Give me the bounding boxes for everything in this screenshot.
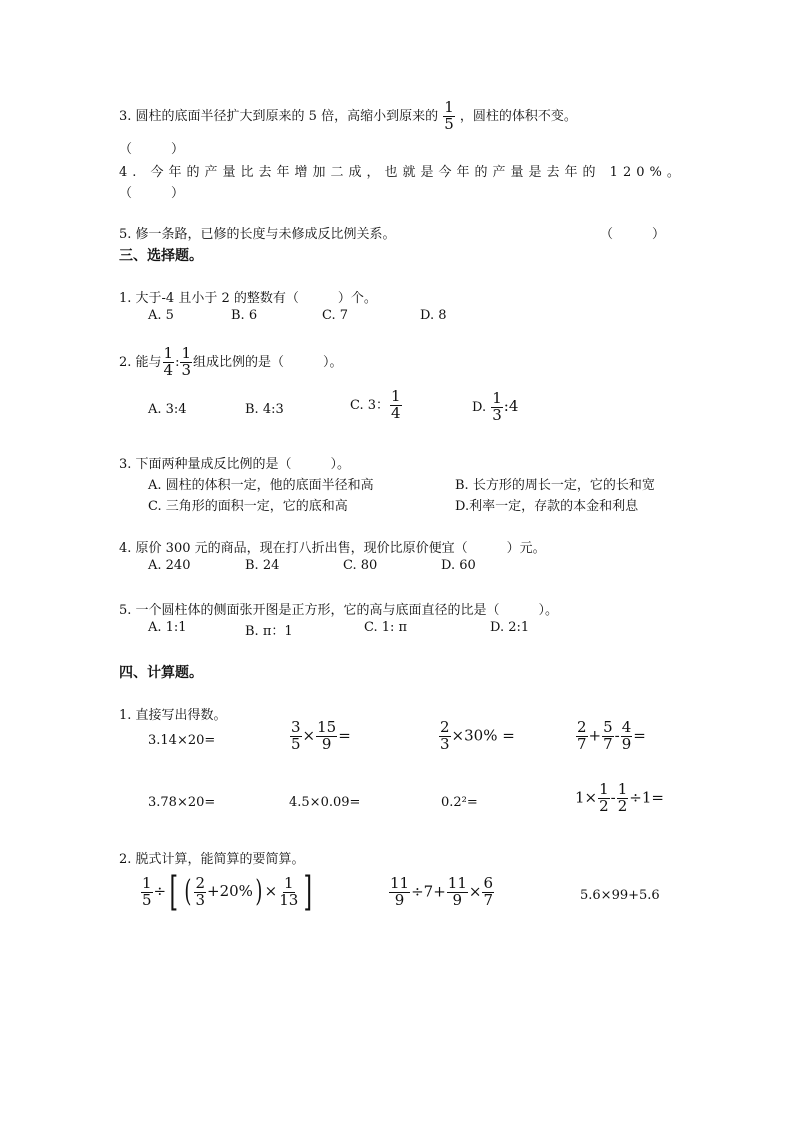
fraction: $\frac{5}{7}$ (603, 718, 613, 753)
fraction: $\frac{11}{9}$ (447, 874, 467, 909)
choice-q4-option-b[interactable]: B. 24 (245, 558, 280, 573)
calc-q1-stem: 1. 直接写出得数。 (119, 708, 227, 723)
judge-q3-text-a: 3. 圆柱的底面半径扩大到原来的 5 倍，高缩小到原来的 (119, 108, 439, 124)
choice-q5-option-d[interactable]: D. 2:1 (490, 620, 530, 635)
judge-q5-text: 5. 修一条路，已修的长度与未修成反比例关系。 (119, 227, 396, 242)
choice-q4-option-d[interactable]: D. 60 (441, 558, 476, 573)
right-paren-icon: ) (255, 874, 263, 909)
choice-q3-option-d[interactable]: D.利率一定，存款的本金和利息 (455, 499, 639, 514)
fraction: $\frac{1}{2}$ (599, 780, 609, 815)
fraction: $\frac{1}{13}$ (279, 873, 299, 909)
judge-q3-text-b: ，圆柱的体积不变。 (459, 108, 577, 124)
fraction: $\frac{1}{3}$ (492, 389, 502, 424)
calc-q2-expr-1: $\frac{1}{5}$ ÷[ ( $\frac{2}{3}$ +20%) × $\frac{1}{13}$ ] (142, 869, 313, 915)
calc-q2-expr-2: $\frac{11}{9}$ ÷7+ $\frac{11}{9}$ × $\frac{6}{7}$ (390, 874, 493, 909)
choice-q5-option-a[interactable]: A. 1:1 (148, 620, 187, 635)
choice-q2-stem: 2. 能与 $\frac{1}{4}$ : $\frac{1}{3}$ 组成比例的是（ ）。 (119, 344, 343, 379)
choice-q3-option-b[interactable]: B. 长方形的周长一定，它的长和宽 (455, 478, 655, 493)
choice-q4-stem: 4. 原价 300 元的商品，现在打八折出售，现价比原价便宜（ ）元。 (119, 541, 546, 556)
choice-q2-option-c[interactable]: C. 3： $\frac{1}{4}$ (350, 387, 401, 422)
fraction: $\frac{11}{9}$ (390, 874, 410, 909)
fraction: $\frac{1}{5}$ (142, 873, 152, 909)
fraction: $\frac{1}{5}$ (444, 98, 454, 133)
calc-q1-expr-2: $\frac{3}{5}$ × $\frac{15}{9}$ = (291, 718, 351, 753)
fraction: $\frac{1}{4}$ (391, 387, 401, 422)
fraction: $\frac{2}{7}$ (577, 718, 587, 753)
section-title-calculation: 四、计算题。 (119, 665, 203, 681)
fraction: $\frac{15}{9}$ (317, 718, 337, 753)
calc-q1-expr-5: 3.78×20= (148, 795, 216, 810)
calc-q1-expr-1: 3.14×20= (148, 733, 216, 748)
choice-q3-stem: 3. 下面两种量成反比例的是（ ）。 (119, 457, 351, 472)
choice-q5-option-b[interactable]: B. π：1 (245, 624, 293, 639)
choice-q4-option-c[interactable]: C. 80 (343, 558, 378, 573)
choice-q5-option-c[interactable]: C. 1: π (364, 620, 408, 635)
calc-q1-expr-4: $\frac{2}{7}$ + $\frac{5}{7}$ - $\frac{4}{9}$ = (577, 718, 646, 753)
fraction: $\frac{1}{2}$ (617, 780, 628, 815)
calc-q2-stem: 2. 脱式计算，能简算的要简算。 (119, 852, 305, 867)
fraction: $\frac{2}{3}$ (195, 873, 205, 909)
judge-q3-answer-paren[interactable]: （ ） (119, 142, 185, 157)
choice-q5-stem: 5. 一个圆柱体的侧面张开图是正方形，它的高与底面直径的比是（ ）。 (119, 603, 559, 618)
choice-q1-option-a[interactable]: A. 5 (148, 308, 174, 323)
choice-q1-option-c[interactable]: C. 7 (322, 308, 349, 323)
choice-q3-option-c[interactable]: C. 三角形的面积一定，它的底和高 (148, 499, 348, 514)
calc-q1-expr-8: 1× $\frac{1}{2}$ - $\frac{1}{2}$ ÷1= (575, 780, 664, 815)
judge-q3 (119, 100, 577, 133)
left-paren-icon: ( (184, 874, 192, 909)
calc-q1-expr-3: $\frac{2}{3}$ ×30% = (440, 718, 515, 753)
left-bracket-icon: [ (169, 869, 179, 915)
judge-q5-answer-paren[interactable]: （ ） (600, 227, 666, 242)
right-bracket-icon: ] (303, 869, 313, 915)
judge-q4-text: 4. 今年的产量比去年增加二成，也就是今年的产量是去年的 120%。 (119, 165, 685, 180)
fraction: $\frac{3}{5}$ (291, 718, 301, 753)
calc-q1-expr-7: 0.2²= (441, 795, 478, 810)
choice-q2-option-d[interactable]: D. $\frac{1}{3}$ :4 (472, 389, 519, 424)
choice-q4-option-a[interactable]: A. 240 (148, 558, 191, 573)
fraction: $\frac{4}{9}$ (621, 718, 632, 753)
fraction: $\frac{1}{4}$ (163, 344, 174, 379)
fraction: $\frac{1}{3}$ (181, 344, 192, 379)
choice-q2-option-b[interactable]: B. 4:3 (245, 402, 284, 417)
calc-q2-expr-3: 5.6×99+5.6 (580, 888, 660, 903)
calc-q1-expr-6: 4.5×0.09= (289, 795, 361, 810)
section-title-choice: 三、选择题。 (119, 248, 203, 264)
choice-q1-option-b[interactable]: B. 6 (231, 308, 258, 323)
choice-q2-option-a[interactable]: A. 3:4 (148, 402, 187, 417)
choice-q1-stem: 1. 大于-4 且小于 2 的整数有（ ）个。 (119, 291, 377, 306)
choice-q3-option-a[interactable]: A. 圆柱的体积一定，他的底面半径和高 (148, 478, 374, 493)
judge-q4-answer-paren[interactable]: （ ） (119, 186, 185, 201)
fraction: $\frac{6}{7}$ (483, 874, 493, 909)
choice-q1-option-d[interactable]: D. 8 (420, 308, 447, 323)
fraction: $\frac{2}{3}$ (440, 718, 450, 753)
